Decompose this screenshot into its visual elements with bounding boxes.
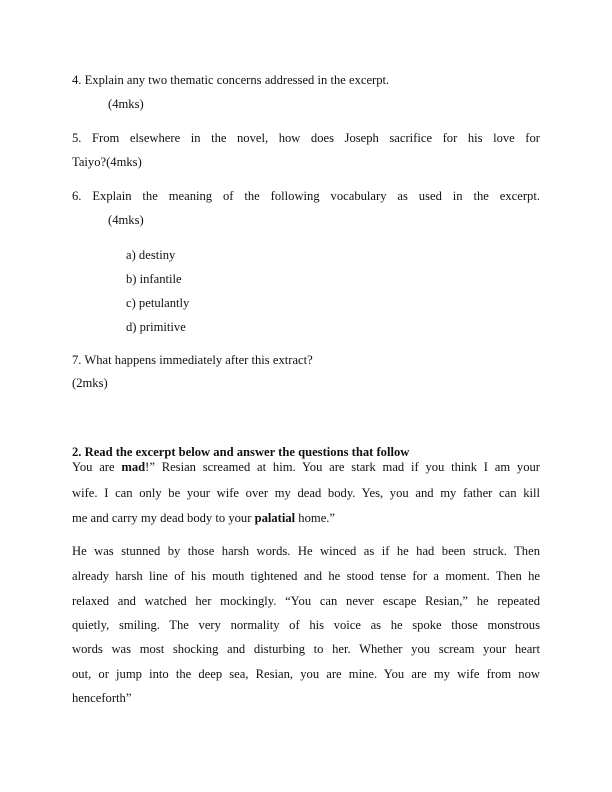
vocab-option-d: d) primitive [126, 320, 186, 334]
section-2-heading: 2. Read the excerpt below and answer the questions that follow [72, 445, 410, 459]
excerpt-p2-line-6: out, or jump into the deep sea, Resian, you are mine. You are my wife from now [72, 667, 540, 681]
question-6: 6. Explain the meaning of the following vocabulary as used in the excerpt. [72, 189, 540, 203]
question-5-line-2: Taiyo?(4mks) [72, 155, 142, 169]
bold-word-palatial: palatial [254, 511, 296, 525]
excerpt-p2-line-1: He was stunned by those harsh words. He winced as if he had been struck. Then [72, 544, 540, 558]
vocab-option-c: c) petulantly [126, 296, 190, 310]
excerpt-p1-line-3: me and carry my dead body to your palatial home.” [72, 511, 336, 525]
excerpt-p2-line-2: already harsh line of his mouth tightened and he stood tense for a moment. Then he [72, 569, 540, 583]
question-5-line-1: 5. From elsewhere in the novel, how does Joseph sacrifice for his love for [72, 131, 540, 145]
excerpt-p2-line-7: henceforth” [72, 691, 132, 705]
vocab-option-a: a) destiny [126, 248, 176, 262]
question-4: 4. Explain any two thematic concerns addressed in the excerpt. [72, 73, 390, 87]
bold-word-mad: mad [121, 460, 146, 474]
excerpt-p2-line-5: words was most shocking and disturbing to her. Whether you scream your heart [72, 642, 540, 656]
question-7-marks: (2mks) [72, 376, 108, 390]
excerpt-p1-line-2: wife. I can only be your wife over my dead body. Yes, you and my father can kill [72, 486, 540, 500]
excerpt-p2-line-4: quietly, smiling. The very normality of his voice as he spoke those monstrous [72, 618, 540, 632]
question-7: 7. What happens immediately after this extract? [72, 353, 313, 367]
vocab-option-b: b) infantile [126, 272, 182, 286]
question-6-marks: (4mks) [108, 213, 144, 227]
excerpt-p1-line-1: You are mad!” Resian screamed at him. You are stark mad if you think I am your [72, 460, 540, 474]
question-4-marks: (4mks) [108, 97, 144, 111]
excerpt-p2-line-3: relaxed and watched her mockingly. “You can never escape Resian,” he repeated [72, 594, 540, 608]
